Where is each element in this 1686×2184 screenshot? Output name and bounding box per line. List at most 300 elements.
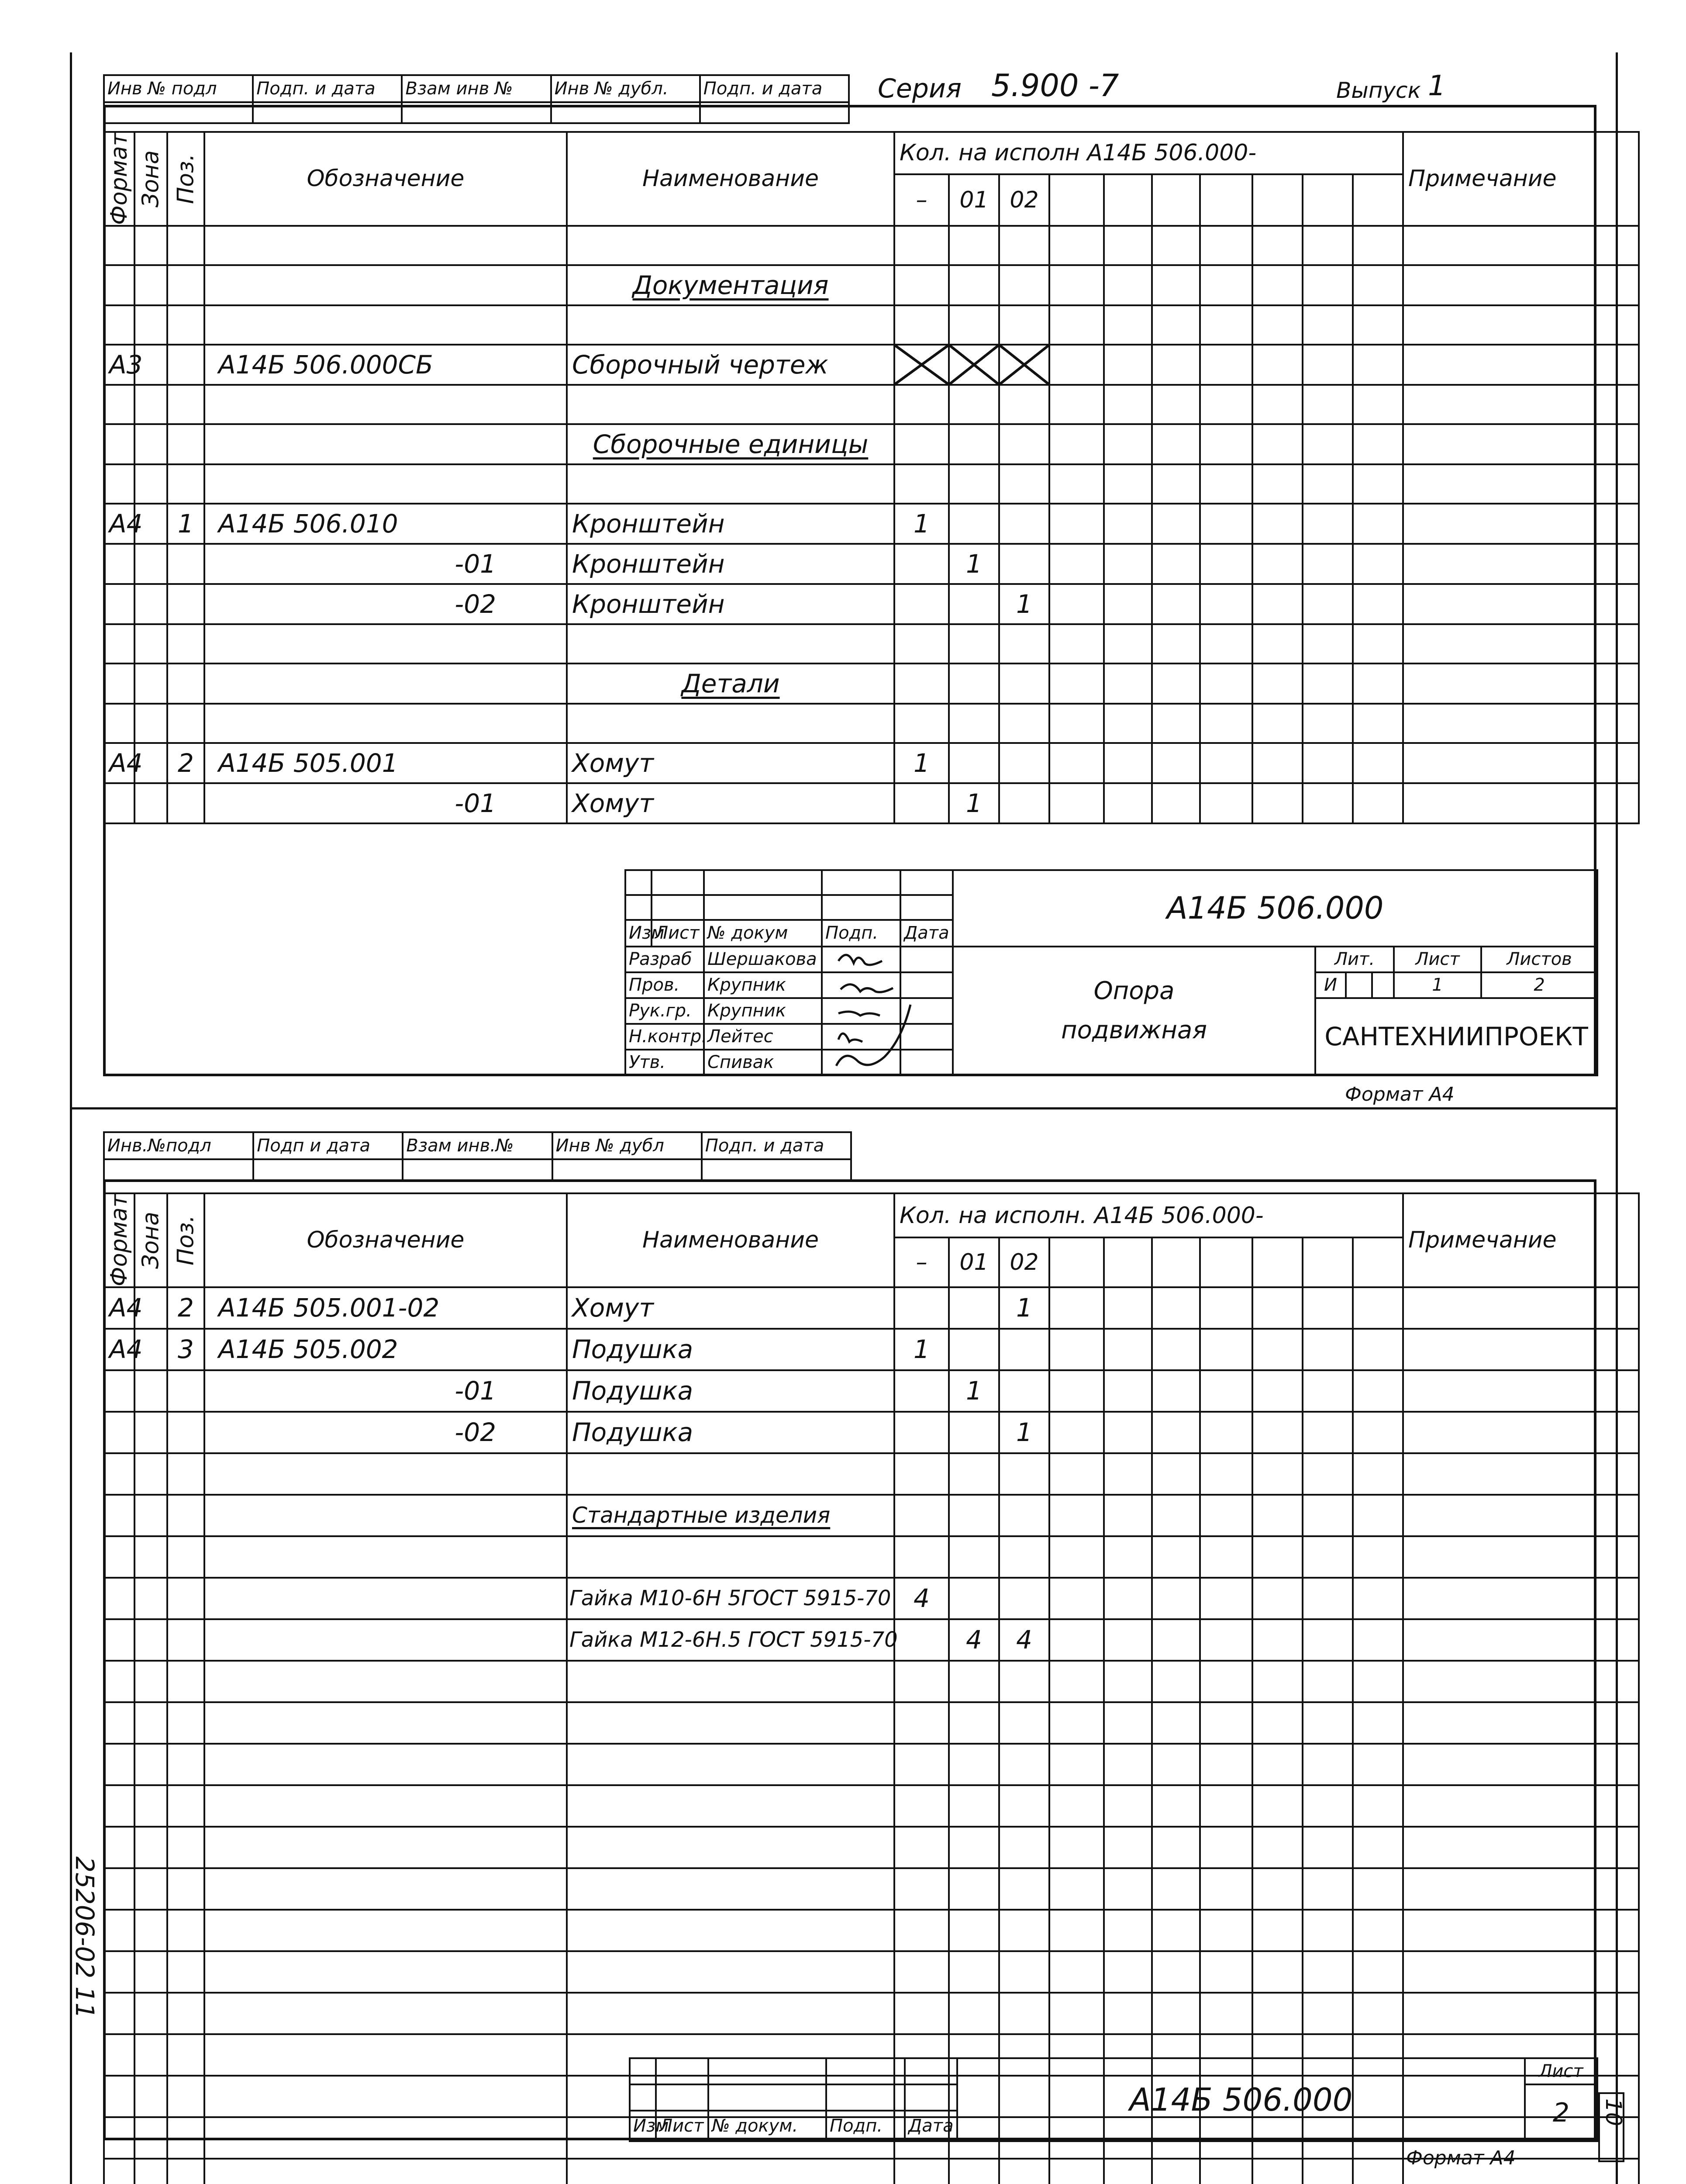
cell-empty xyxy=(1200,1910,1252,1951)
col-designation: Обозначение xyxy=(204,1193,567,1287)
cell-qty-extra xyxy=(1104,584,1152,624)
cell-empty xyxy=(894,464,949,504)
cell-name: Хомут xyxy=(567,1287,894,1329)
cell-empty xyxy=(949,1661,999,1702)
cell-qty-extra xyxy=(1303,1412,1353,1453)
cell-empty xyxy=(1104,1744,1152,1785)
cell-empty xyxy=(204,2117,567,2159)
cell-empty xyxy=(1104,2159,1152,2184)
cell-empty xyxy=(167,1702,204,1744)
stamp-cell: Инв № дубл. xyxy=(551,75,700,102)
spec-table-2 xyxy=(103,1192,1640,2184)
cell-pos xyxy=(167,663,204,704)
cell-empty xyxy=(167,2159,204,2184)
cell-format xyxy=(104,1619,134,1661)
cell-pos xyxy=(167,1578,204,1619)
cell-empty xyxy=(1403,624,1639,663)
cell-qty-extra xyxy=(1049,544,1104,584)
corner-page-box xyxy=(1598,2092,1624,2162)
col-format: Формат xyxy=(104,1193,134,1287)
org-name: САНТЕХНИИПРОЕКТ xyxy=(1315,998,1597,1075)
tb-col-label: Лист xyxy=(656,2111,708,2141)
cell-empty xyxy=(1049,1785,1104,1827)
cell-empty xyxy=(999,305,1049,345)
cell-empty xyxy=(104,2076,134,2117)
col-format: Формат xyxy=(104,132,134,226)
tb-col-label: Подп. xyxy=(822,920,900,947)
cell-empty xyxy=(949,1702,999,1744)
cell-pos: 1 xyxy=(167,504,204,544)
table-row xyxy=(104,1287,1639,1329)
cell-empty xyxy=(167,1661,204,1702)
cell-qty-extra xyxy=(1200,743,1252,783)
cell-qty-extra xyxy=(1303,1287,1353,1329)
sheet-value-2: 2 xyxy=(1525,2084,1597,2141)
cell-empty xyxy=(894,1785,949,1827)
cell-qty-extra xyxy=(1303,504,1353,544)
cell-empty xyxy=(1104,1951,1152,1993)
cell-empty xyxy=(1252,1910,1303,1951)
cell-qty-02 xyxy=(999,663,1049,704)
cell-empty xyxy=(1104,1827,1152,1868)
cell-qty-01: 1 xyxy=(949,1370,999,1412)
col-pos: Поз. xyxy=(167,1193,204,1287)
cell-note xyxy=(1403,1329,1639,1370)
cell-empty xyxy=(104,1993,134,2034)
cell-qty-extra xyxy=(1200,504,1252,544)
cell-qty-extra xyxy=(1049,345,1104,385)
cell-empty xyxy=(949,1868,999,1910)
cell-name: Подушка xyxy=(567,1329,894,1370)
cell-empty xyxy=(1303,385,1353,424)
cell-qty-extra xyxy=(1049,584,1104,624)
cell-empty xyxy=(1104,1702,1152,1744)
cell-empty xyxy=(167,1785,204,1827)
cell-empty xyxy=(567,305,894,345)
cell-zone xyxy=(134,1412,167,1453)
cell-empty xyxy=(1049,385,1104,424)
tb-person: Крупник xyxy=(704,972,822,998)
cell-qty-extra xyxy=(1049,1370,1104,1412)
cell-empty xyxy=(949,1744,999,1785)
cell-qty-extra xyxy=(1200,265,1252,305)
col-qty-title: Кол. на исполн. А14Б 506.000- xyxy=(894,1193,1403,1237)
cell-empty xyxy=(204,1785,567,1827)
cell-empty xyxy=(567,226,894,265)
cell-format xyxy=(104,783,134,823)
cell-empty xyxy=(1049,704,1104,743)
tb-person: Крупник xyxy=(704,998,822,1024)
cell-name: Сборочный чертеж xyxy=(567,345,894,385)
cell-qty-02 xyxy=(999,1453,1049,1495)
cell-qty-extra xyxy=(1353,1287,1403,1329)
cell-note xyxy=(1403,783,1639,823)
col-qty-01: 01 xyxy=(949,174,999,226)
empty-row xyxy=(104,1702,1639,1744)
cell-qty-base: 4 xyxy=(894,1578,949,1619)
cell-empty xyxy=(1353,305,1403,345)
cell-qty-extra xyxy=(1353,743,1403,783)
cell-empty xyxy=(999,1993,1049,2034)
cell-pos xyxy=(167,1370,204,1412)
cell-note xyxy=(1403,1578,1639,1619)
cell-empty xyxy=(999,226,1049,265)
cell-qty-02: 1 xyxy=(999,584,1049,624)
empty-row xyxy=(104,1868,1639,1910)
cell-empty xyxy=(999,624,1049,663)
cell-qty-01: 4 xyxy=(949,1619,999,1661)
cell-empty xyxy=(1200,1827,1252,1868)
tb-col-label: Дата xyxy=(900,920,953,947)
cell-qty-extra xyxy=(1049,1619,1104,1661)
cell-qty-extra xyxy=(1252,743,1303,783)
cell-designation xyxy=(204,1453,567,1495)
cell-empty xyxy=(1152,1868,1200,1910)
cell-note xyxy=(1403,743,1639,783)
cell-designation: -01 xyxy=(204,783,567,823)
cell-empty xyxy=(894,1661,949,1702)
table-row xyxy=(104,504,1639,544)
cell-empty xyxy=(1303,305,1353,345)
empty-row xyxy=(104,1993,1639,2034)
cell-name: Гайка М12-6Н.5 ГОСТ 5915-70 xyxy=(567,1619,894,1661)
cell-empty xyxy=(1049,624,1104,663)
cell-empty xyxy=(167,624,204,663)
series-value: 5.900 -7 xyxy=(991,68,1119,104)
tb-col-label: № докум. xyxy=(708,2111,826,2141)
cell-empty xyxy=(1252,1868,1303,1910)
cell-note xyxy=(1403,584,1639,624)
cell-empty xyxy=(1303,2159,1353,2184)
cell-empty xyxy=(167,704,204,743)
cell-empty xyxy=(949,1993,999,2034)
cell-qty-extra xyxy=(1200,783,1252,823)
signatures-1 xyxy=(830,948,969,1079)
cell-qty-02: 1 xyxy=(999,1412,1049,1453)
cell-empty xyxy=(134,1744,167,1785)
col-zone: Зона xyxy=(134,132,167,226)
table-row xyxy=(104,1619,1639,1661)
cell-qty-extra xyxy=(1152,1495,1200,1536)
cell-qty-base: 1 xyxy=(894,504,949,544)
cell-empty xyxy=(1049,464,1104,504)
cell-empty xyxy=(999,1951,1049,1993)
cell-qty-extra xyxy=(1252,1578,1303,1619)
cell-qty-extra xyxy=(1152,1287,1200,1329)
cell-qty-01 xyxy=(949,1412,999,1453)
cell-empty xyxy=(1353,1993,1403,2034)
cell-qty-base xyxy=(894,424,949,464)
cell-zone xyxy=(134,584,167,624)
table-row xyxy=(104,1453,1639,1495)
cell-name: Хомут xyxy=(567,743,894,783)
cell-empty xyxy=(1104,226,1152,265)
cell-empty xyxy=(1303,1744,1353,1785)
cell-note xyxy=(1403,1619,1639,1661)
col-qty-01: 01 xyxy=(949,1237,999,1287)
cell-empty xyxy=(1303,1951,1353,1993)
tb-col-label: № докум xyxy=(704,920,822,947)
cell-empty xyxy=(1353,1827,1403,1868)
cell-empty xyxy=(1303,1910,1353,1951)
cell-qty-02 xyxy=(999,1578,1049,1619)
col-qty-base: – xyxy=(894,174,949,226)
cell-empty xyxy=(1303,1868,1353,1910)
cell-empty xyxy=(1252,1951,1303,1993)
cell-designation: А14Б 505.001-02 xyxy=(204,1287,567,1329)
col-qty-base: – xyxy=(894,1237,949,1287)
empty-row xyxy=(104,1827,1639,1868)
cell-empty xyxy=(999,1744,1049,1785)
cell-empty xyxy=(999,464,1049,504)
cell-empty xyxy=(949,704,999,743)
tb-role: Утв. xyxy=(625,1050,704,1075)
cell-designation: А14Б 506.000СБ xyxy=(204,345,567,385)
cell-empty xyxy=(1049,226,1104,265)
cell-format xyxy=(104,1370,134,1412)
stamp-header-1 xyxy=(103,74,850,124)
lit-value: И xyxy=(1315,972,1346,998)
sheet-label: Лист xyxy=(1394,947,1481,972)
cell-qty-extra xyxy=(1303,1619,1353,1661)
cell-empty xyxy=(204,464,567,504)
cell-empty xyxy=(1104,305,1152,345)
cell-empty xyxy=(204,1827,567,1868)
cell-pos xyxy=(167,265,204,305)
cell-note xyxy=(1403,663,1639,704)
cell-qty-extra xyxy=(1303,783,1353,823)
cell-qty-base xyxy=(894,584,949,624)
cell-empty xyxy=(1152,704,1200,743)
cell-empty xyxy=(999,1702,1049,1744)
cell-qty-extra xyxy=(1104,424,1152,464)
doc-number-1: А14Б 506.000 xyxy=(953,870,1597,947)
cell-empty xyxy=(167,1827,204,1868)
spec-table-1 xyxy=(103,131,1640,824)
empty-row xyxy=(104,624,1639,663)
cell-qty-extra xyxy=(1200,1453,1252,1495)
cell-qty-extra xyxy=(1049,1495,1104,1536)
cell-empty xyxy=(1104,1910,1152,1951)
cell-empty xyxy=(1353,704,1403,743)
side-archive-code: 25206-02 11 xyxy=(70,1856,100,2019)
cell-empty xyxy=(104,1868,134,1910)
cell-empty xyxy=(104,305,134,345)
col-zone: Зона xyxy=(134,1193,167,1287)
cell-qty-extra xyxy=(1152,424,1200,464)
cell-qty-extra xyxy=(1200,663,1252,704)
cell-empty xyxy=(1252,1702,1303,1744)
cell-empty xyxy=(134,305,167,345)
cell-empty xyxy=(567,1827,894,1868)
cell-designation xyxy=(204,424,567,464)
format-label-2: Формат А4 xyxy=(1406,2147,1516,2169)
cell-qty-extra xyxy=(1252,265,1303,305)
col-qty-title: Кол. на исполн А14Б 506.000- xyxy=(894,132,1403,174)
cell-empty xyxy=(1353,1868,1403,1910)
cell-empty xyxy=(999,1661,1049,1702)
cell-qty-02 xyxy=(999,743,1049,783)
cell-qty-extra xyxy=(1049,265,1104,305)
cell-empty xyxy=(204,1661,567,1702)
doc-number-2: А14Б 506.000 xyxy=(957,2058,1525,2141)
cell-zone xyxy=(134,544,167,584)
empty-row xyxy=(104,1910,1639,1951)
cell-empty xyxy=(1252,1744,1303,1785)
cell-empty xyxy=(567,2159,894,2184)
cell-qty-extra xyxy=(1303,544,1353,584)
cell-qty-extra xyxy=(1152,1536,1200,1578)
cell-qty-extra xyxy=(1104,783,1152,823)
cell-empty xyxy=(1353,1910,1403,1951)
cell-empty xyxy=(167,2034,204,2076)
empty-row xyxy=(104,305,1639,345)
cell-name: Кронштейн xyxy=(567,504,894,544)
cell-designation: -01 xyxy=(204,1370,567,1412)
cell-empty xyxy=(104,385,134,424)
cell-empty xyxy=(1252,2159,1303,2184)
cell-empty xyxy=(134,1785,167,1827)
stamp-cell: Подп. и дата xyxy=(253,75,402,102)
cell-format xyxy=(104,1453,134,1495)
sheet-divider xyxy=(70,1107,1618,1109)
cell-qty-extra xyxy=(1200,584,1252,624)
cell-empty xyxy=(1104,1993,1152,2034)
cell-qty-extra xyxy=(1049,1578,1104,1619)
cell-empty xyxy=(949,1910,999,1951)
cell-note xyxy=(1403,1453,1639,1495)
cell-empty xyxy=(894,1744,949,1785)
cell-qty-extra xyxy=(1104,544,1152,584)
cell-qty-extra xyxy=(1252,1495,1303,1536)
cell-qty-extra xyxy=(1049,1287,1104,1329)
cell-empty xyxy=(1152,1910,1200,1951)
cell-empty xyxy=(999,1910,1049,1951)
cell-empty xyxy=(134,464,167,504)
cell-qty-base xyxy=(894,1536,949,1578)
cell-empty xyxy=(999,1827,1049,1868)
cell-empty xyxy=(894,2159,949,2184)
cell-empty xyxy=(204,1993,567,2034)
cell-empty xyxy=(204,2159,567,2184)
cell-empty xyxy=(1200,624,1252,663)
cell-empty xyxy=(204,226,567,265)
cell-empty xyxy=(1403,1702,1639,1744)
cell-empty xyxy=(567,385,894,424)
cell-qty-02 xyxy=(999,1370,1049,1412)
cell-name: Подушка xyxy=(567,1370,894,1412)
table-row xyxy=(104,1412,1639,1453)
cell-format: А4 xyxy=(104,743,134,783)
cell-empty xyxy=(1353,624,1403,663)
cell-pos xyxy=(167,584,204,624)
cell-qty-extra xyxy=(1252,504,1303,544)
cell-empty xyxy=(104,1910,134,1951)
cell-empty xyxy=(1200,464,1252,504)
cell-qty-extra xyxy=(1252,1619,1303,1661)
cell-qty-extra xyxy=(1303,1453,1353,1495)
cell-pos xyxy=(167,424,204,464)
cell-empty xyxy=(134,385,167,424)
cell-pos xyxy=(167,783,204,823)
cell-empty xyxy=(1152,1661,1200,1702)
cell-empty xyxy=(1152,226,1200,265)
cell-qty-extra xyxy=(1049,1453,1104,1495)
cell-empty xyxy=(204,385,567,424)
cell-empty xyxy=(1200,1661,1252,1702)
cell-empty xyxy=(1403,226,1639,265)
cell-name xyxy=(567,1453,894,1495)
cell-empty xyxy=(1252,1661,1303,1702)
cell-empty xyxy=(204,624,567,663)
title-block-2 xyxy=(629,2057,1598,2142)
table-row xyxy=(104,1578,1639,1619)
cell-qty-extra xyxy=(1152,1370,1200,1412)
cell-qty-01 xyxy=(949,1578,999,1619)
cell-note xyxy=(1403,1412,1639,1453)
cell-qty-02: 1 xyxy=(999,1287,1049,1329)
cell-qty-extra xyxy=(1152,265,1200,305)
title-block-1 xyxy=(624,869,1598,1076)
issue-label: Выпуск xyxy=(1336,78,1421,103)
cell-qty-extra xyxy=(1152,1619,1200,1661)
table-row xyxy=(104,743,1639,783)
cell-qty-02 xyxy=(999,345,1049,385)
cell-empty xyxy=(894,1827,949,1868)
cell-qty-base xyxy=(894,1619,949,1661)
cell-empty xyxy=(1403,1785,1639,1827)
cell-qty-extra xyxy=(1303,743,1353,783)
cell-qty-02 xyxy=(999,265,1049,305)
cell-empty xyxy=(134,2117,167,2159)
tb-col-label: Подп. xyxy=(826,2111,905,2141)
item-name-line-2: подвижная xyxy=(1061,1016,1207,1045)
cell-empty xyxy=(104,704,134,743)
tb-role: Разраб xyxy=(625,947,704,972)
cell-qty-extra xyxy=(1152,504,1200,544)
cell-empty xyxy=(1353,1661,1403,1702)
cell-qty-extra xyxy=(1353,265,1403,305)
cell-empty xyxy=(134,1910,167,1951)
table-row xyxy=(104,1370,1639,1412)
cell-qty-01 xyxy=(949,1453,999,1495)
cell-note xyxy=(1403,424,1639,464)
cell-name: Стандартные изделия xyxy=(567,1495,894,1536)
sheets-value: 2 xyxy=(1481,972,1597,998)
cell-empty xyxy=(134,1868,167,1910)
sheet-value: 1 xyxy=(1394,972,1481,998)
col-designation: Обозначение xyxy=(204,132,567,226)
cell-qty-extra xyxy=(1252,1287,1303,1329)
cell-qty-extra xyxy=(1353,1578,1403,1619)
cell-zone xyxy=(134,783,167,823)
cell-format xyxy=(104,544,134,584)
stamp-cell: Подп. и дата xyxy=(702,1132,851,1159)
cell-qty-extra xyxy=(1303,1578,1353,1619)
cell-qty-extra xyxy=(1353,345,1403,385)
cell-qty-extra xyxy=(1303,1495,1353,1536)
cell-designation xyxy=(204,1619,567,1661)
cell-qty-extra xyxy=(1353,504,1403,544)
cell-note xyxy=(1403,504,1639,544)
cell-empty xyxy=(1353,1744,1403,1785)
cell-empty xyxy=(1049,1910,1104,1951)
cell-format xyxy=(104,265,134,305)
cell-empty xyxy=(1049,1744,1104,1785)
cell-qty-base xyxy=(894,544,949,584)
cell-name: Документация xyxy=(567,265,894,305)
cell-note xyxy=(1403,1495,1639,1536)
